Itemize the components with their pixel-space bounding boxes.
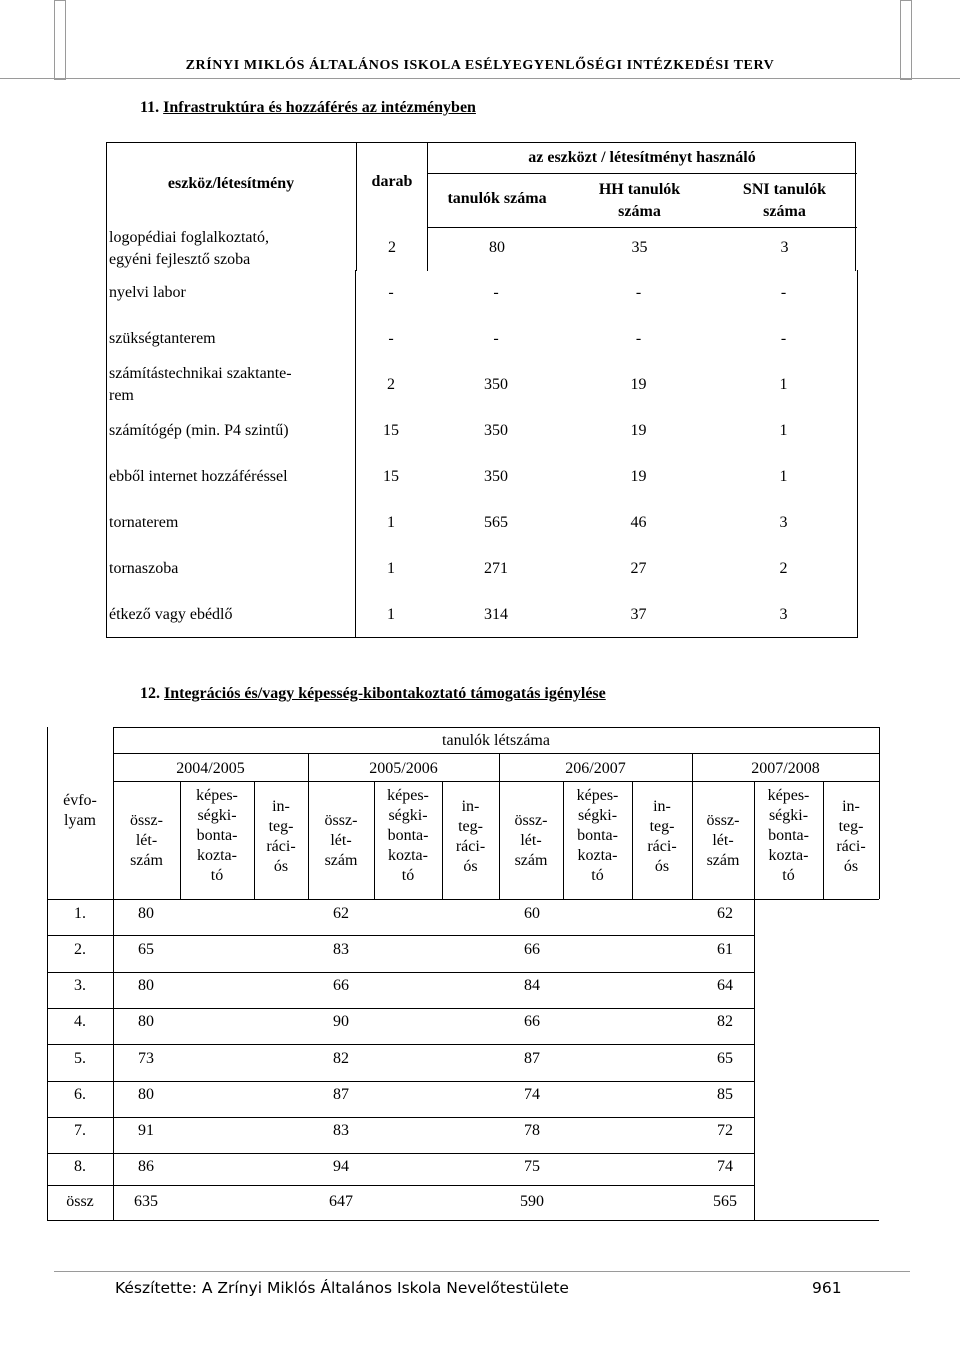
row-4-sni: 1 [779,376,788,393]
row-7-darab: 1 [387,514,395,531]
row-3-name: szükségtanterem [109,330,216,347]
row-2-name: nyelvi labor [109,284,186,301]
row-9-tanulok: 314 [484,606,508,623]
ossz-letszam-cell: 64 [717,977,733,994]
sub-ossz-letszam: össz- lét- szám [514,812,548,869]
sub-integracios: in- teg- ráci- ós [647,798,677,875]
evfolyam-cell: 5. [74,1050,86,1067]
ossz-letszam-cell: 90 [333,1013,349,1030]
row-6-darab: 15 [383,468,399,485]
ossz-letszam-cell: 565 [713,1193,737,1210]
ossz-letszam-cell: 80 [138,1013,154,1030]
row-5-tanulok: 350 [484,422,508,439]
infrastructure-table-body [106,270,858,638]
table-header-row [107,143,856,271]
ossz-letszam-cell: 78 [524,1122,540,1139]
sub-ossz-letszam: össz- lét- szám [130,812,163,869]
ossz-letszam-cell: 83 [333,1122,349,1139]
sub-ossz-letszam: össz- lét- szám [706,812,740,869]
year-206-2007: 206/2007 [565,760,626,777]
row-9-hh: 37 [630,606,647,623]
sub-integracios: in- teg- ráci- ós [266,798,296,875]
evfolyam-cell: 1. [74,905,86,922]
row-1-name: logopédiai foglalkoztató, egyéni fejlesztő szoba [109,229,269,268]
row-9-sni: 3 [779,606,788,623]
row-4-hh: 19 [630,376,647,393]
row-1-tanulok: 80 [489,239,505,256]
ossz-letszam-cell: 82 [333,1050,349,1067]
row-2-darab: - [388,284,394,301]
document-header-title: ZRÍNYI MIKLÓS ÁLTALÁNOS ISKOLA ESÉLYEGYENLŐSÉGI INTÉZKEDÉSI TERV [185,58,775,73]
row-7-tanulok: 565 [484,514,508,531]
header-divider [427,227,857,228]
row-5-name: számítógép (min. P4 szintű) [109,422,289,439]
row-3-darab: - [388,330,394,347]
row-7-hh: 46 [630,514,647,531]
ossz-letszam-cell: 87 [524,1050,540,1067]
ossz-letszam-cell: 94 [333,1158,349,1175]
ossz-letszam-cell: 74 [717,1158,733,1175]
row-5-sni: 1 [779,422,788,439]
ossz-letszam-cell: 87 [333,1086,349,1103]
ossz-letszam-cell: 75 [524,1158,540,1175]
section-11-number: 11. [140,99,160,116]
ossz-letszam-cell: 61 [717,941,733,958]
ossz-letszam-cell: 66 [524,1013,540,1030]
row-2-hh: - [635,284,642,301]
evfolyam-cell: 8. [74,1158,86,1175]
header-darab: darab [371,173,413,190]
ossz-letszam-cell: 86 [138,1158,154,1175]
row-9-darab: 1 [387,606,395,623]
ossz-letszam-cell: 91 [138,1122,154,1139]
integration-table [47,727,879,1221]
ossz-letszam-cell: 72 [717,1122,733,1139]
sub-integracios: in- teg- ráci- ós [836,798,866,875]
row-1-hh: 35 [631,239,648,256]
ossz-letszam-cell: 82 [717,1013,733,1030]
evfolyam-cell: 2. [74,941,86,958]
row-6-tanulok: 350 [484,468,508,485]
row-1-sni: 3 [780,239,789,256]
ossz-letszam-cell: 65 [717,1050,733,1067]
sub-ossz-letszam: össz- lét- szám [324,812,358,869]
ossz-letszam-cell: 65 [138,941,154,958]
evfolyam-cell: 7. [74,1122,86,1139]
evfolyam-cell: 3. [74,977,86,994]
sub-integracios: in- teg- ráci- ós [455,798,486,875]
evfolyam-cell: össz [66,1193,94,1210]
infrastructure-table [106,142,856,271]
ossz-letszam-cell: 66 [524,941,540,958]
sub-kepessegkibontakoztato: képes- ségki- bonta- kozta- tó [767,787,810,884]
ossz-letszam-cell: 80 [138,905,154,922]
header-right-cell [357,143,856,271]
section-11-title [140,99,476,117]
row-5-hh: 19 [630,422,647,439]
evfolyam-cell: 4. [74,1013,86,1030]
section-12-number: 12. [140,685,160,702]
header-eszkoz-cell [107,143,357,271]
row-8-darab: 1 [387,560,395,577]
ossz-letszam-cell: 85 [717,1086,733,1103]
header-group: az eszközt / létesítményt használó [528,149,756,166]
year-2007-2008: 2007/2008 [751,760,820,777]
sub-kepessegkibontakoztato: képes- ségki- bonta- kozta- tó [576,787,619,884]
row-7-name: tornaterem [109,514,179,531]
row-2-sni: - [780,284,787,301]
footer-author: Készítette: A Zrínyi Miklós Általános Iskola Nevelőtestülete [115,1279,569,1297]
ossz-letszam-cell: 60 [524,905,540,922]
header-sni: SNI tanulók száma [742,181,827,220]
row-3-tanulok: - [493,330,499,347]
row-4-darab: 2 [387,376,395,393]
footer-rule [54,1271,910,1272]
row-8-hh: 27 [630,560,647,577]
ossz-letszam-cell: 62 [717,905,733,922]
row-6-name: ebből internet hozzáféréssel [109,468,288,485]
ossz-letszam-cell: 84 [524,977,540,994]
row-5-darab: 15 [383,422,399,439]
sub-kepessegkibontakoztato: képes- ségki- bonta- kozta- tó [196,787,238,884]
evfolyam-cell: 6. [74,1086,86,1103]
row-8-sni: 2 [779,560,788,577]
row-4-tanulok: 350 [484,376,508,393]
ossz-letszam-cell: 83 [333,941,349,958]
row-8-name: tornaszoba [109,560,179,577]
header-tanulok: tanulók száma [447,190,547,207]
row-9-name: étkező vagy ebédlő [109,606,233,623]
header-rule [0,78,960,79]
ossz-letszam-cell: 590 [520,1193,544,1210]
ossz-letszam-cell: 80 [138,1086,154,1103]
ossz-letszam-cell: 80 [138,977,154,994]
ossz-letszam-cell: 74 [524,1086,540,1103]
section-12-title [140,685,606,703]
ossz-letszam-cell: 66 [333,977,349,994]
year-2004-2005: 2004/2005 [176,760,245,777]
ossz-letszam-cell: 62 [333,905,349,922]
ossz-letszam-cell: 647 [329,1193,353,1210]
section-11-heading: Infrastruktúra és hozzáférés az intézményben [163,99,476,116]
row-8-tanulok: 271 [484,560,508,577]
row-3-sni: - [780,330,787,347]
ossz-letszam-cell: 73 [138,1050,154,1067]
row-7-sni: 3 [779,514,788,531]
header-divider [427,173,857,174]
header-tanulok-letszama: tanulók létszáma [442,732,550,749]
row-2-tanulok: - [493,284,499,301]
header-hh: HH tanulók száma [598,181,681,220]
section-12-heading: Integrációs és/vagy képesség-kibontakoztató támogatás igénylése [164,685,606,702]
header-evfolyam: évfo- lyam [63,792,97,829]
row-6-hh: 19 [630,468,647,485]
row-3-hh: - [635,330,642,347]
header-eszkoz: eszköz/létesítmény [167,175,295,192]
row-6-sni: 1 [779,468,788,485]
ossz-letszam-cell: 635 [134,1193,158,1210]
row-4-name: számítástechnikai szaktante- rem [109,365,292,404]
row-1-darab: 2 [388,239,396,256]
sub-kepessegkibontakoztato: képes- ségki- bonta- kozta- tó [387,787,429,884]
year-2005-2006: 2005/2006 [369,760,438,777]
page-number: 961 [812,1279,842,1297]
column-divider [355,270,356,637]
